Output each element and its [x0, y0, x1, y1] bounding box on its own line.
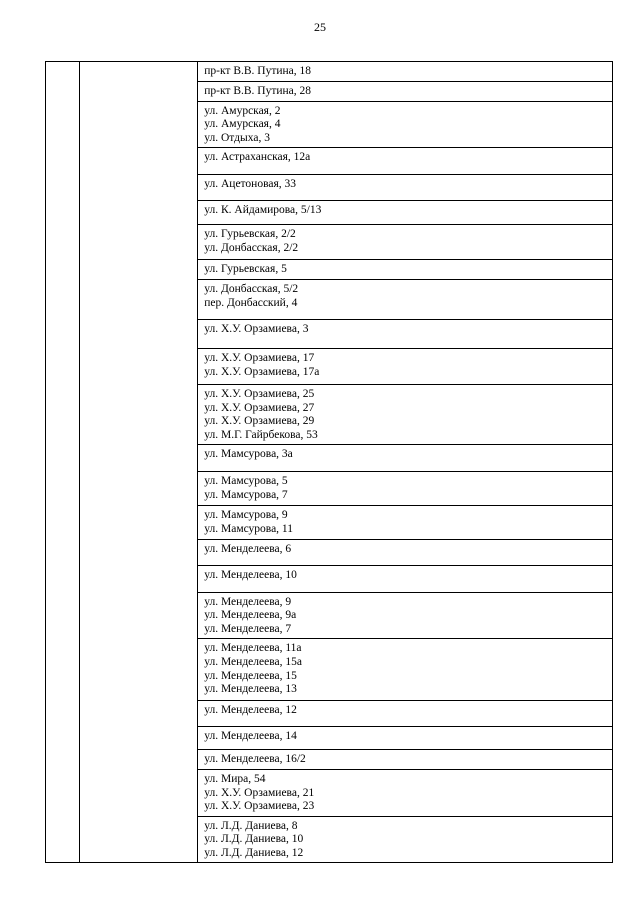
address-lines	[198, 817, 612, 863]
address-lines	[198, 593, 612, 639]
address-line: ул. Менделеева, 9а	[204, 609, 297, 622]
address-line: ул. Гурьевская, 5	[204, 263, 287, 276]
address-line: ул. Донбасская, 2/2	[204, 241, 299, 254]
address-cell	[198, 225, 613, 260]
address-line: ул. Х.У. Орзамиева, 21	[204, 786, 315, 799]
address-lines	[198, 750, 612, 769]
address-line: ул. Менделеева, 12	[204, 704, 297, 717]
address-cell	[198, 62, 613, 82]
address-line: ул. Л.Д. Даниева, 12	[204, 846, 304, 859]
address-line: ул. Х.У. Орзамиева, 17а	[204, 365, 320, 378]
address-line: ул. М.Г. Гайрбекова, 53	[204, 428, 318, 441]
address-cell	[198, 348, 613, 384]
address-line: ул. Х.У. Орзамиева, 25	[204, 387, 315, 400]
address-cell	[198, 472, 613, 506]
address-line: ул. Х.У. Орзамиева, 17	[204, 351, 315, 364]
address-line: ул. Отдыха, 3	[204, 131, 270, 144]
address-lines	[198, 201, 612, 220]
address-line: ул. Х.У. Орзамиева, 27	[204, 401, 315, 414]
address-line: ул. Менделеева, 16/2	[204, 753, 306, 766]
address-cell	[198, 506, 613, 539]
address-lines	[198, 472, 612, 504]
address-lines	[198, 175, 612, 194]
address-line: ул. К. Айдамирова, 5/13	[204, 204, 322, 217]
address-cell	[198, 260, 613, 280]
address-line: ул. Мамсурова, 7	[204, 488, 288, 501]
address-cell	[198, 319, 613, 348]
address-lines	[198, 320, 612, 339]
address-cell	[198, 101, 613, 148]
address-line: ул. Мира, 54	[204, 772, 266, 785]
address-line: пер. Донбасский, 4	[204, 296, 298, 309]
address-lines	[198, 770, 612, 816]
address-lines	[198, 727, 612, 746]
address-line: ул. Ацетоновая, 33	[204, 178, 296, 191]
address-table-body	[46, 62, 613, 863]
address-lines	[198, 148, 612, 167]
address-lines	[198, 566, 612, 585]
address-line: пр-кт В.В. Путина, 18	[204, 65, 312, 77]
address-line: ул. Х.У. Орзамиева, 29	[204, 415, 315, 428]
address-line: ул. Менделеева, 15	[204, 669, 297, 682]
address-cell	[198, 539, 613, 565]
address-lines	[198, 280, 612, 312]
address-line: ул. Астраханская, 12а	[204, 151, 311, 164]
address-line: ул. Менделеева, 10	[204, 568, 297, 581]
address-lines	[198, 540, 612, 559]
address-lines	[198, 82, 612, 101]
address-line: ул. Амурская, 4	[204, 118, 281, 131]
address-line: ул. Л.Д. Даниева, 10	[204, 833, 304, 846]
page-number: 25	[314, 20, 326, 34]
address-cell	[198, 82, 613, 102]
address-cell	[198, 816, 613, 863]
address-line: ул. Л.Д. Даниева, 8	[204, 819, 298, 832]
address-line: ул. Мамсурова, 3а	[204, 448, 293, 461]
address-line: ул. Менделеева, 13	[204, 683, 297, 696]
address-lines	[198, 62, 612, 81]
address-line: ул. Донбасская, 5/2	[204, 282, 299, 295]
address-lines	[198, 260, 612, 279]
address-lines	[198, 639, 612, 698]
address-cell	[198, 750, 613, 770]
address-line: ул. Мамсурова, 11	[204, 522, 293, 535]
address-line: ул. Гурьевская, 2/2	[204, 228, 296, 241]
address-lines	[198, 385, 612, 444]
address-cell	[198, 445, 613, 472]
table-row	[46, 62, 613, 82]
address-cell	[198, 279, 613, 319]
address-lines	[198, 445, 612, 464]
address-line: ул. Менделеева, 15а	[204, 655, 302, 668]
address-cell	[198, 384, 613, 444]
address-lines	[198, 349, 612, 381]
address-cell	[198, 592, 613, 639]
address-cell	[198, 201, 613, 225]
address-line: ул. Менделеева, 14	[204, 730, 297, 743]
address-line: ул. Менделеева, 9	[204, 595, 292, 608]
number-column-cell	[46, 62, 80, 863]
address-line: ул. Менделеева, 7	[204, 622, 292, 635]
address-line: ул. Мамсурова, 5	[204, 475, 288, 488]
address-line: ул. Амурская, 2	[204, 104, 281, 117]
address-line: ул. Мамсурова, 9	[204, 509, 288, 522]
district-column-cell	[80, 62, 198, 863]
address-table	[45, 61, 613, 863]
address-cell	[198, 565, 613, 592]
address-line: ул. Менделеева, 6	[204, 542, 292, 555]
address-lines	[198, 102, 612, 148]
address-cell	[198, 727, 613, 750]
address-cell	[198, 769, 613, 816]
address-cell	[198, 701, 613, 727]
address-line: пр-кт В.В. Путина, 28	[204, 85, 312, 97]
address-lines	[198, 225, 612, 257]
address-cell	[198, 148, 613, 175]
address-line: ул. Х.У. Орзамиева, 23	[204, 800, 315, 813]
address-line: ул. Х.У. Орзамиева, 3	[204, 322, 309, 335]
address-line: ул. Менделеева, 11а	[204, 642, 302, 655]
address-lines	[198, 701, 612, 720]
address-cell	[198, 175, 613, 201]
address-cell	[198, 639, 613, 701]
address-lines	[198, 506, 612, 538]
